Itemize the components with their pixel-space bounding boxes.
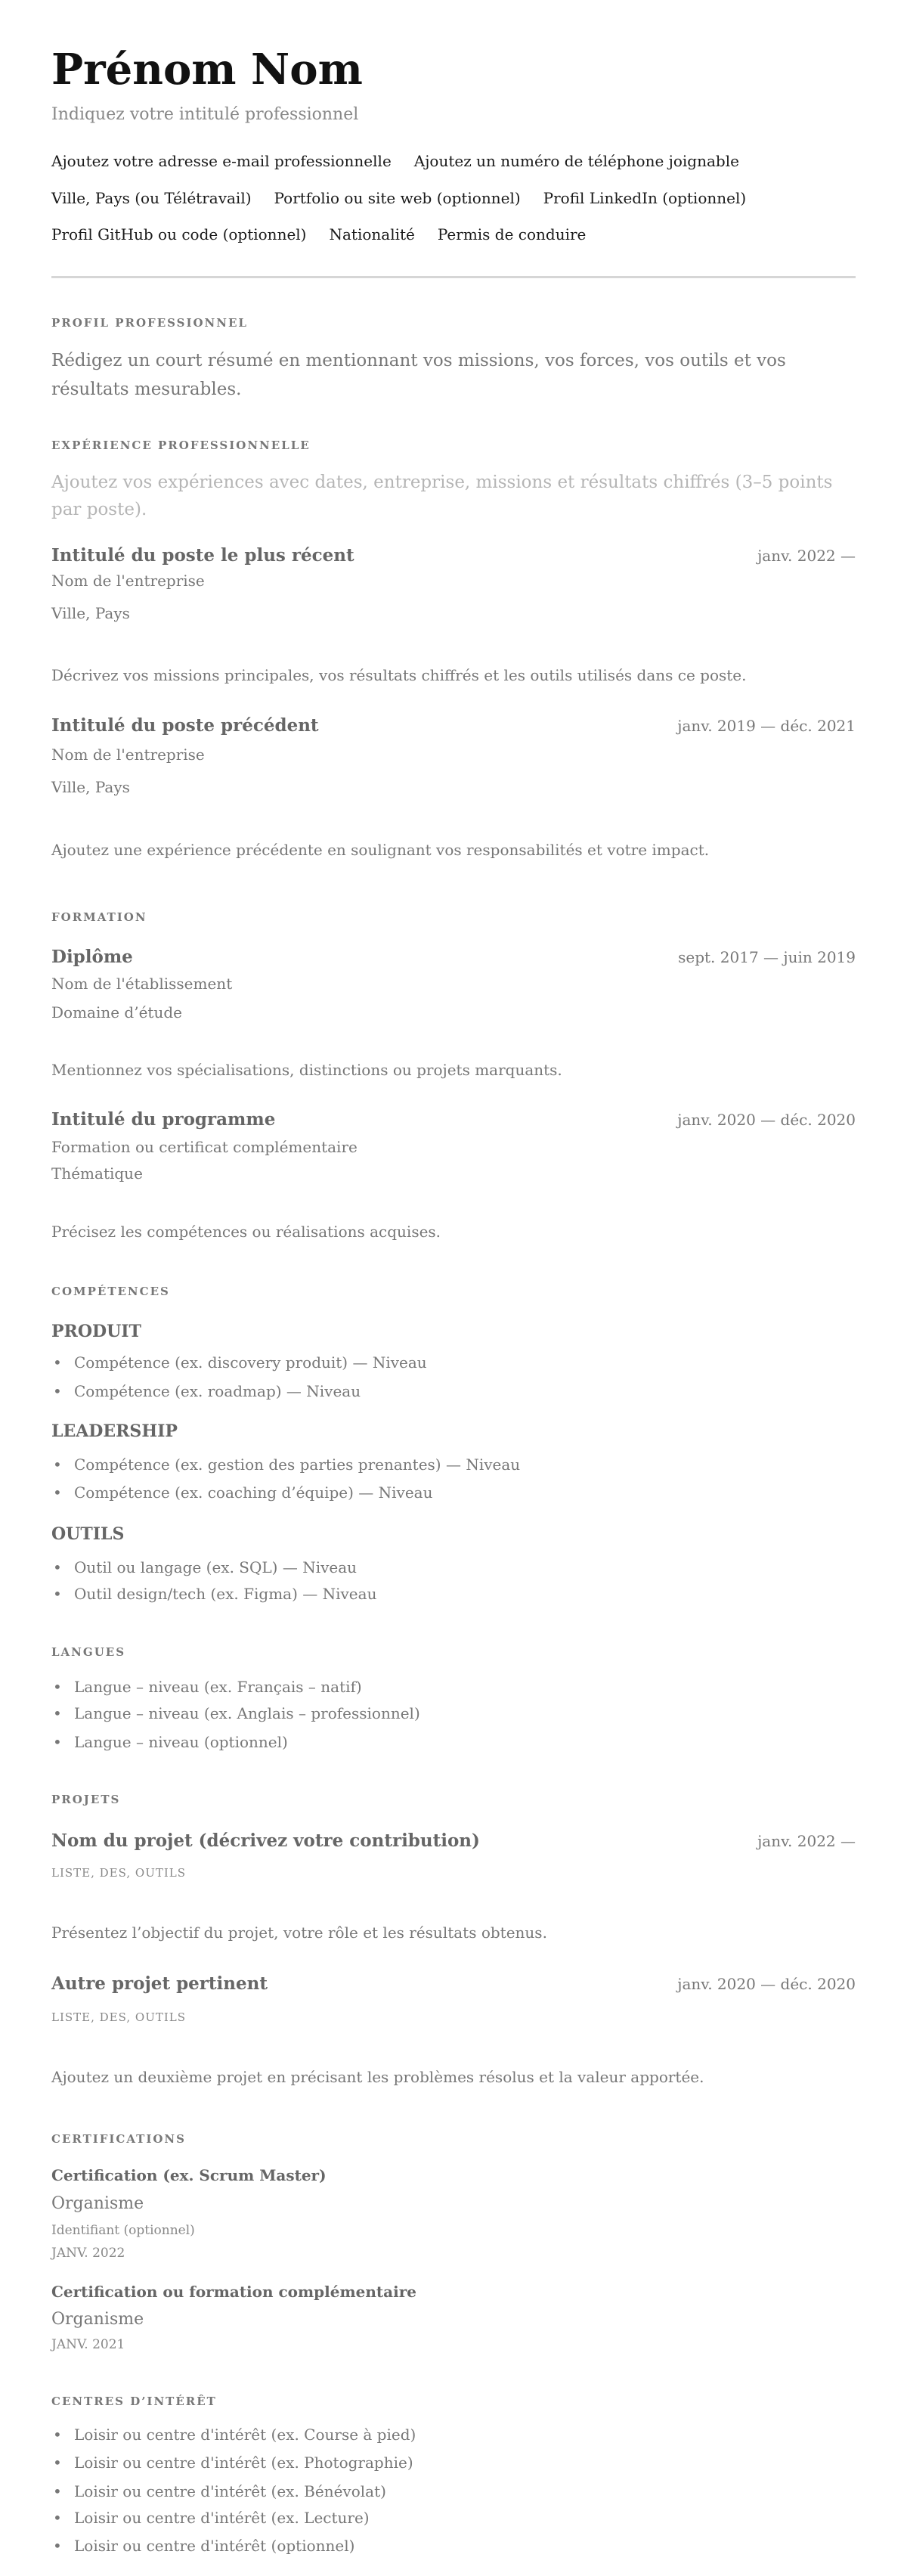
experience-company: Nom de l'entreprise xyxy=(51,572,205,590)
section-heading-education: FORMATION xyxy=(51,910,147,924)
candidate-name: Prénom Nom xyxy=(51,45,363,95)
language-item: • Langue – niveau (ex. Français – natif) xyxy=(51,1676,362,1697)
education-description: Précisez les compétences ou réalisations acquises. xyxy=(51,1223,441,1241)
skill-item: • Compétence (ex. roadmap) — Niveau xyxy=(51,1381,361,1402)
interest-item: • Loisir ou centre d'intérêt (ex. Photographie) xyxy=(51,2452,413,2473)
skill-group-title: PRODUIT xyxy=(51,1322,141,1341)
education-title: Intitulé du programme xyxy=(51,1109,276,1130)
project-title: Autre projet pertinent xyxy=(51,1973,268,1994)
project-dates: janv. 2022 — xyxy=(757,1832,856,1850)
interest-item: • Loisir ou centre d'intérêt (ex. Lecture) xyxy=(51,2507,370,2528)
contact-portfolio[interactable]: Portfolio ou site web (optionnel) xyxy=(274,189,521,207)
certification-date: JANV. 2021 xyxy=(51,2337,125,2352)
interest-item: • Loisir ou centre d'intérêt (optionnel) xyxy=(51,2535,354,2556)
experience-dates: janv. 2019 — déc. 2021 xyxy=(677,717,856,735)
experience-description: Ajoutez une expérience précédente en soulignant vos responsabilités et votre impact. xyxy=(51,841,710,859)
project-description: Ajoutez un deuxième projet en précisant les problèmes résolus et la valeur apportée. xyxy=(51,2068,704,2086)
interest-item: • Loisir ou centre d'intérêt (ex. Course à pied) xyxy=(51,2424,416,2445)
contact-location: Ville, Pays (ou Télétravail) xyxy=(51,189,252,207)
certification-issuer: Organisme xyxy=(51,2310,144,2329)
interest-item: • Loisir ou centre d'intérêt (ex. Bénévolat) xyxy=(51,2481,386,2502)
language-item: • Langue – niveau (optionnel) xyxy=(51,1731,288,1753)
education-description: Mentionnez vos spécialisations, distinctions ou projets marquants. xyxy=(51,1061,562,1079)
contact-license: Permis de conduire xyxy=(437,225,587,243)
contact-row xyxy=(51,150,739,172)
skill-item: • Compétence (ex. gestion des parties prenantes) — Niveau xyxy=(51,1454,520,1475)
project-dates: janv. 2020 — déc. 2020 xyxy=(677,1975,856,1993)
section-heading-certifications: CERTIFICATIONS xyxy=(51,2132,186,2146)
experience-location: Ville, Pays xyxy=(51,604,130,622)
contact-nationality: Nationalité xyxy=(329,225,415,243)
skill-group-title: LEADERSHIP xyxy=(51,1421,178,1441)
skill-item: • Compétence (ex. coaching d’équipe) — Niveau xyxy=(51,1482,432,1503)
experience-placeholder: Ajoutez vos expériences avec dates, entreprise, missions et résultats chiffrés (3–5 points par poste). xyxy=(51,473,833,519)
contact-row xyxy=(51,224,586,245)
header-divider xyxy=(51,276,856,278)
job-title: Indiquez votre intitulé professionnel xyxy=(51,105,359,124)
education-dates: janv. 2020 — déc. 2020 xyxy=(677,1111,856,1129)
section-heading-skills: COMPÉTENCES xyxy=(51,1285,170,1298)
contact-row xyxy=(51,188,746,209)
education-dates: sept. 2017 — juin 2019 xyxy=(678,948,856,966)
experience-dates: janv. 2022 — xyxy=(757,547,856,565)
experience-title: Intitulé du poste précédent xyxy=(51,715,319,736)
language-item: • Langue – niveau (ex. Anglais – professionnel) xyxy=(51,1703,420,1724)
education-title: Diplôme xyxy=(51,947,133,967)
experience-title: Intitulé du poste le plus récent xyxy=(51,545,354,566)
contact-email[interactable]: Ajoutez votre adresse e-mail professionnelle xyxy=(51,152,392,170)
contact-github[interactable]: Profil GitHub ou code (optionnel) xyxy=(51,225,307,243)
skill-item: • Outil ou langage (ex. SQL) — Niveau xyxy=(51,1557,357,1578)
skill-item: • Compétence (ex. discovery produit) — Niveau xyxy=(51,1352,427,1373)
project-title: Nom du projet (décrivez votre contribution) xyxy=(51,1830,480,1851)
certification-issuer: Organisme xyxy=(51,2194,144,2213)
project-description: Présentez l’objectif du projet, votre rôle et les résultats obtenus. xyxy=(51,1923,547,1942)
project-tools: LISTE, DES, OUTILS xyxy=(51,2010,187,2024)
education-field: Domaine d’étude xyxy=(51,1003,182,1021)
profile-summary: Rédigez un court résumé en mentionnant vos missions, vos forces, vos outils et vos résultats mesurables. xyxy=(51,351,786,399)
section-heading-projects: PROJETS xyxy=(51,1793,121,1806)
certification-date: JANV. 2022 xyxy=(51,2246,125,2261)
contact-linkedin[interactable]: Profil LinkedIn (optionnel) xyxy=(543,189,747,207)
contact-phone[interactable]: Ajoutez un numéro de téléphone joignable xyxy=(413,152,739,170)
experience-location: Ville, Pays xyxy=(51,778,130,796)
education-school: Formation ou certificat complémentaire xyxy=(51,1138,358,1156)
skill-item: • Outil design/tech (ex. Figma) — Niveau xyxy=(51,1583,376,1604)
section-heading-interests: CENTRES D’INTÉRÊT xyxy=(51,2395,217,2408)
section-heading-experience: EXPÉRIENCE PROFESSIONNELLE xyxy=(51,439,311,452)
education-field: Thématique xyxy=(51,1164,143,1183)
certification-title: Certification (ex. Scrum Master) xyxy=(51,2166,327,2184)
education-school: Nom de l'établissement xyxy=(51,975,233,993)
certification-title: Certification ou formation complémentaire xyxy=(51,2283,416,2301)
section-heading-profile: PROFIL PROFESSIONNEL xyxy=(51,316,248,330)
certification-credential: Identifiant (optionnel) xyxy=(51,2223,195,2238)
section-heading-languages: LANGUES xyxy=(51,1645,126,1659)
experience-company: Nom de l'entreprise xyxy=(51,746,205,764)
project-tools: LISTE, DES, OUTILS xyxy=(51,1866,187,1880)
skill-group-title: OUTILS xyxy=(51,1524,125,1544)
experience-description: Décrivez vos missions principales, vos résultats chiffrés et les outils utilisés dans ce poste. xyxy=(51,666,747,684)
